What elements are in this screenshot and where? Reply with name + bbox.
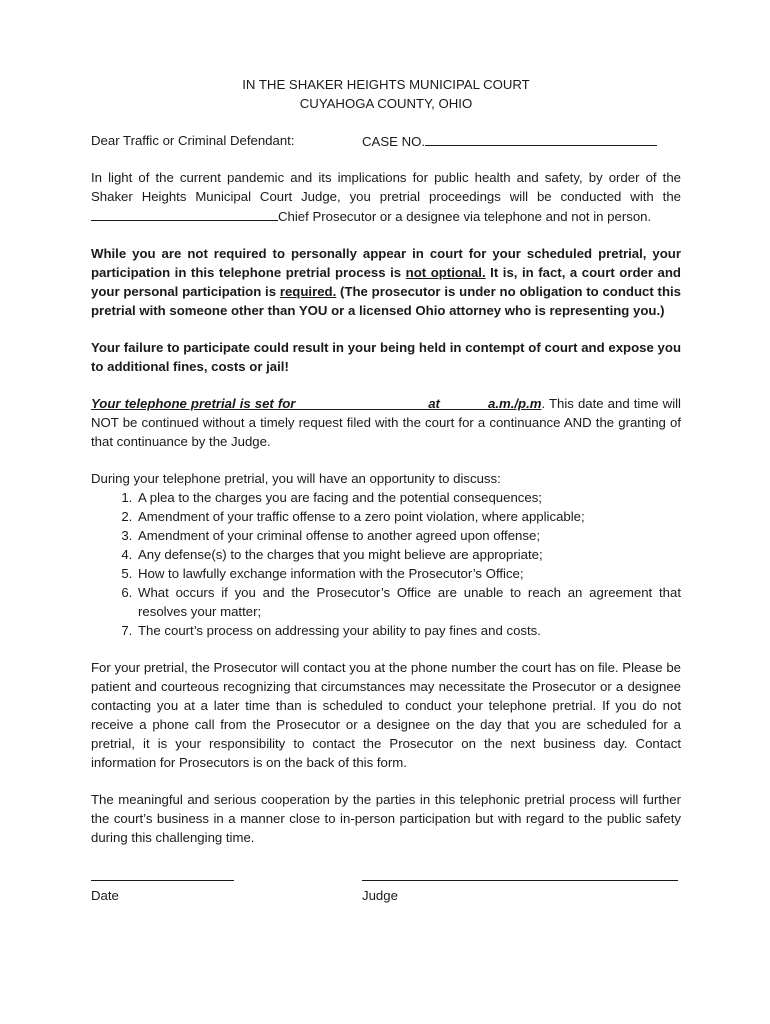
court-order-document (91, 75, 681, 903)
discuss-intro: During your telephone pretrial, you will have an opportunity to discuss: (91, 471, 501, 486)
participation-text-1: While you are not required to personally appear in court for your scheduled pretrial, your participation in this telephone pretrial process is (91, 246, 681, 280)
closing-paragraph: The meaningful and serious cooperation by the parties in this telephonic pretrial process will further the court’s business in a manner close to in-person participation but with regard to the public safety during this challenging time. (91, 792, 681, 845)
not-optional-text: not optional. (405, 265, 486, 280)
list-item: 7. The court’s process on addressing your ability to pay fines and costs. (136, 621, 681, 640)
document-header (91, 75, 681, 113)
intro-text-after: Chief Prosecutor or a designee via telephone and not in person. (278, 209, 652, 224)
list-item: 5. How to lawfully exchange information with the Prosecutor’s Office; (136, 564, 681, 583)
failure-warning: Your failure to participate could result in your being held in contempt of court and expose you to additional fines, costs or jail! (91, 340, 681, 374)
case-number-label: CASE NO. (362, 134, 426, 149)
participation-text-3: (The prosecutor is under no obligation to conduct this pretrial with someone other than YOU or a licensed Ohio attorney who is representing you.) (91, 284, 681, 318)
list-item: 2. Amendment of your traffic offense to a zero point violation, where applicable; (136, 507, 681, 526)
case-number-field (362, 131, 657, 151)
discussion-topics-list (91, 488, 681, 640)
county-name: CUYAHOGA COUNTY, OHIO (299, 96, 473, 111)
date-label: Date (91, 888, 119, 903)
required-text: required. (279, 284, 337, 299)
signature-block (91, 880, 681, 920)
date-signature-line (91, 880, 234, 881)
schedule-paragraph (91, 394, 681, 451)
court-name: IN THE SHAKER HEIGHTS MUNICIPAL COURT (242, 77, 530, 92)
participation-paragraph (91, 244, 681, 320)
schedule-set-for: Your telephone pretrial is set for _________________ at ______a.m./p.m (91, 396, 542, 411)
judge-label: Judge (362, 888, 398, 903)
intro-paragraph (91, 168, 681, 226)
prosecutor-blank (91, 206, 278, 221)
list-item: 3. Amendment of your criminal offense to another agreed upon offense; (136, 526, 681, 545)
judge-signature-line (362, 880, 678, 881)
participation-text-2: It is, in fact, a court order and your personal participation is (91, 265, 681, 299)
contact-paragraph: For your pretrial, the Prosecutor will contact you at the phone number the court has on file. Please be patient and courteous recognizing that circumstances may necessitate the Prosecutor or a designee contacting you at a later time than is scheduled to conduct your telephone pretrial. If you do not receive a phone call from the Prosecutor or a designee on the day that you are scheduled for a pretrial, it is your responsibility to contact the Prosecutor on the next business day. Contact information for Prosecutors is on the back of this form. (91, 660, 681, 770)
intro-text-before: In light of the current pandemic and its implications for public health and safety, by order of the Shaker Heights Municipal Court Judge, you pretrial proceedings will be conducted with the (91, 170, 681, 204)
case-number-blank (425, 131, 657, 146)
list-item: 1. A plea to the charges you are facing and the potential consequences; (136, 488, 681, 507)
list-item: 6. What occurs if you and the Prosecutor’s Office are unable to reach an agreement that resolves your matter; (136, 583, 681, 621)
schedule-rest: . This date and time will NOT be continued without a timely request filed with the court for a continuance AND the granting of that continuance by the Judge. (91, 396, 681, 449)
salutation-row (91, 131, 681, 150)
salutation-greeting: Dear Traffic or Criminal Defendant: (91, 133, 295, 148)
list-item: 4. Any defense(s) to the charges that you might believe are appropriate; (136, 545, 681, 564)
